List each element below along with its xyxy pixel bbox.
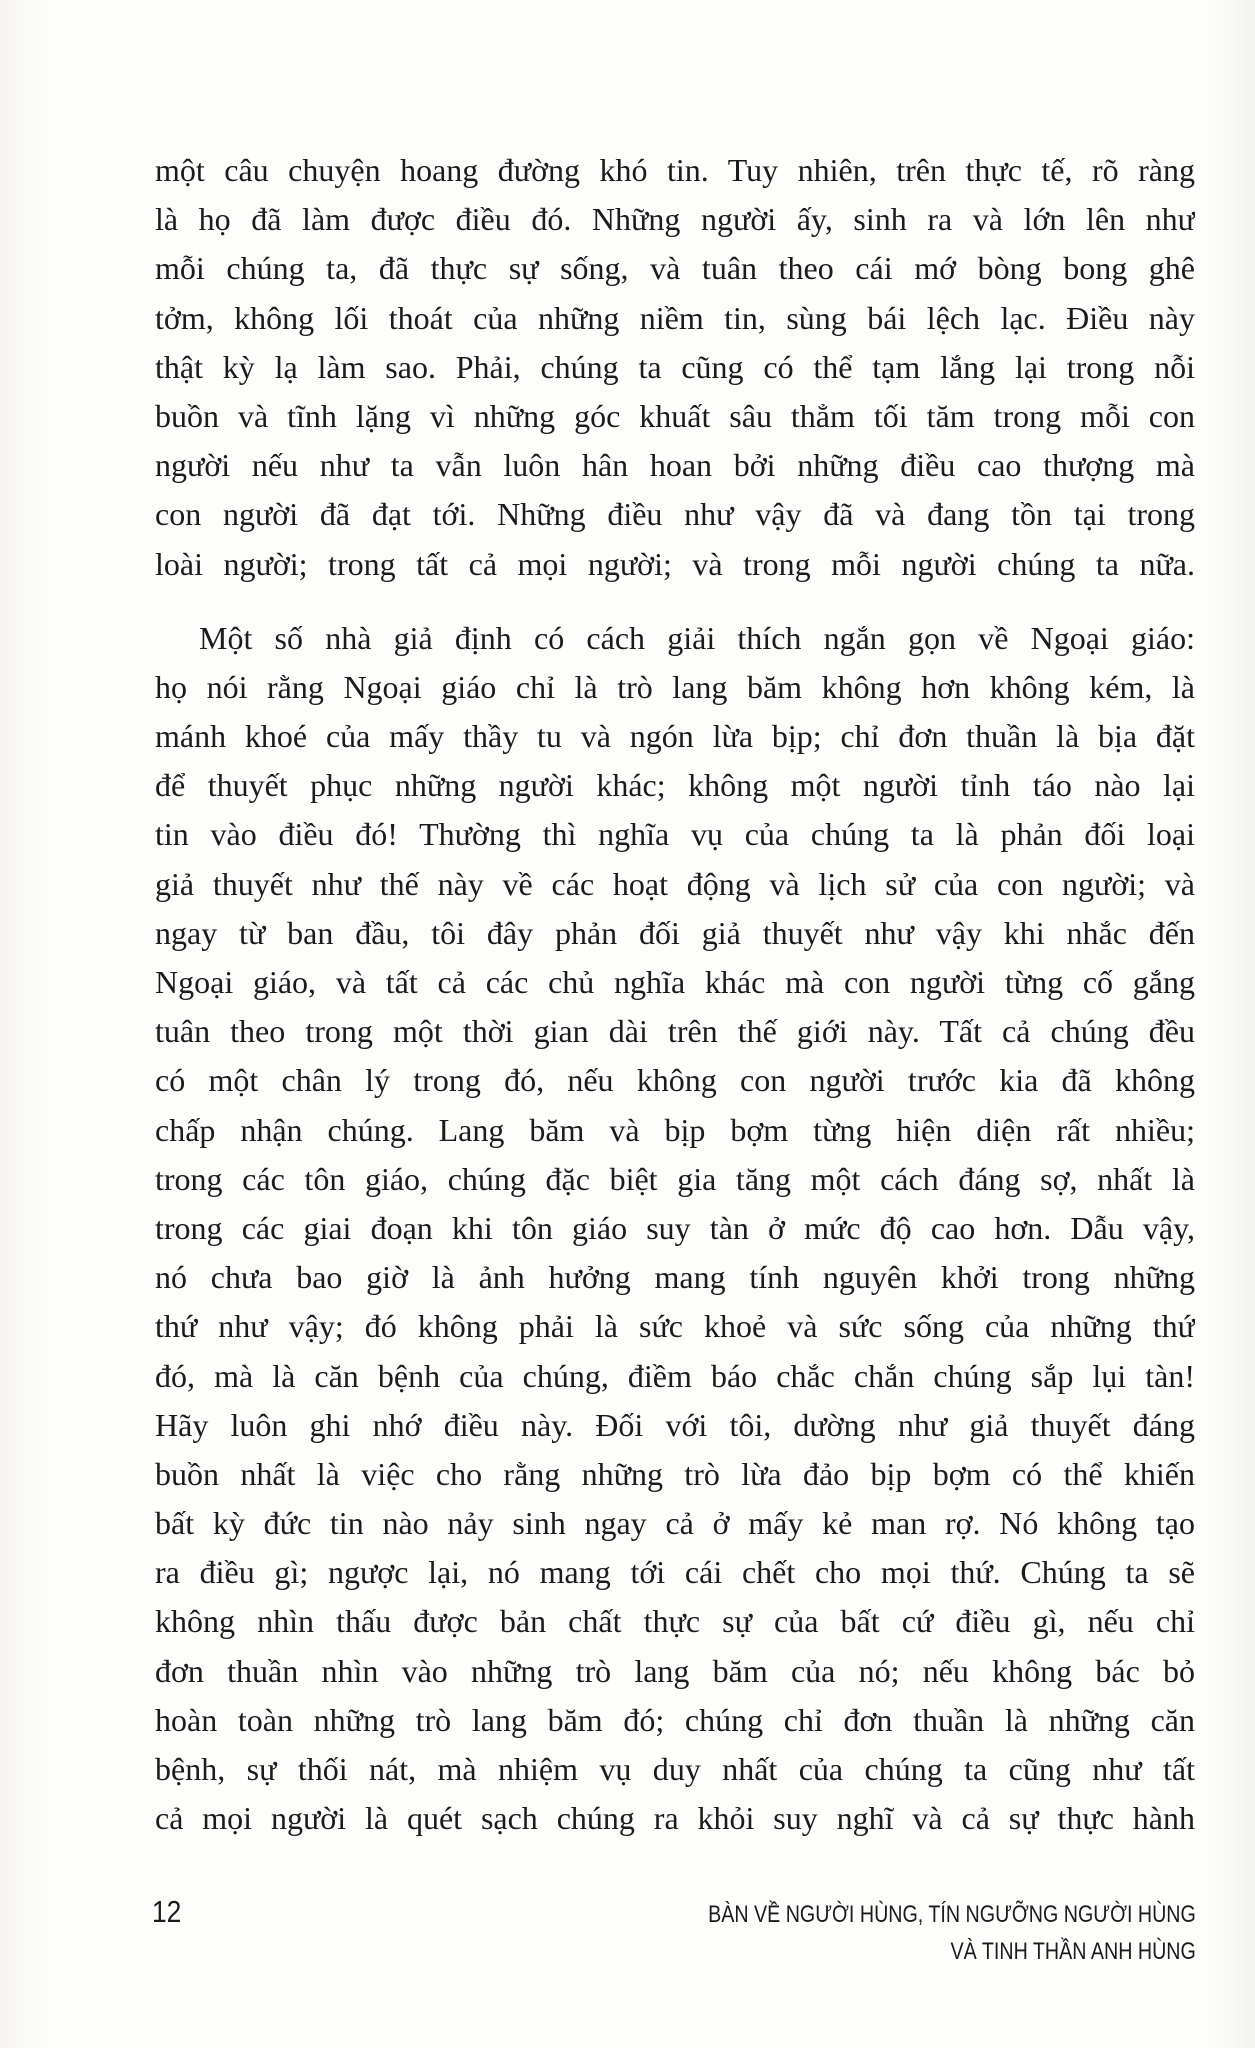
text-line: là họ đã làm được điều đó. Những người ấy, sinh ra và lớn lên như — [155, 201, 1195, 238]
text-line: buồn và tĩnh lặng vì những góc khuất sâu thẳm tối tăm trong mỗi con — [155, 397, 1195, 434]
text-line: tởm, không lối thoát của những niềm tin, sùng bái lệch lạc. Điều này — [155, 299, 1195, 336]
text-line: mánh khoé của mấy thầy tu và ngón lừa bịp; chỉ đơn thuần là bịa đặt — [155, 718, 1195, 755]
text-line: buồn nhất là việc cho rằng những trò lừa đảo bịp bợm có thể khiến — [155, 1455, 1195, 1492]
text-line: trong các tôn giáo, chúng đặc biệt gia tăng một cách đáng sợ, nhất là — [155, 1160, 1195, 1197]
text-line: cả mọi người là quét sạch chúng ra khỏi suy nghĩ và cả sự thực hành — [155, 1800, 1195, 1837]
text-line: thứ như vậy; đó không phải là sức khoẻ và sức sống của những thứ — [155, 1308, 1195, 1345]
text-line: trong các giai đoạn khi tôn giáo suy tàn ở mức độ cao hơn. Dẫu vậy, — [155, 1209, 1195, 1246]
text-line: để thuyết phục những người khác; không một người tỉnh táo nào lại — [155, 767, 1195, 804]
text-line: bất kỳ đức tin nào nảy sinh ngay cả ở mấy kẻ man rợ. Nó không tạo — [155, 1505, 1195, 1542]
running-title-line: VÀ TINH THẦN ANH HÙNG — [950, 1938, 1196, 1965]
page-number: 12 — [152, 1894, 182, 1929]
text-line: chấp nhận chúng. Lang băm và bịp bợm từng hiện diện rất nhiều; — [155, 1111, 1195, 1148]
text-line: con người đã đạt tới. Những điều như vậy đã và đang tồn tại trong — [155, 496, 1195, 533]
paragraph — [155, 146, 1195, 589]
text-line: bệnh, sự thối nát, mà nhiệm vụ duy nhất của chúng ta cũng như tất — [155, 1751, 1195, 1787]
text-line: ngay từ ban đầu, tôi đây phản đối giả thuyết như vậy khi nhắc đến — [155, 914, 1195, 951]
text-line: loài người; trong tất cả mọi người; và trong mỗi người chúng ta nữa. — [155, 545, 1195, 582]
text-line: thật kỳ lạ làm sao. Phải, chúng ta cũng có thể tạm lắng lại trong nỗi — [155, 348, 1195, 385]
text-line: đơn thuần nhìn vào những trò lang băm của nó; nếu không bác bỏ — [155, 1652, 1195, 1689]
text-line: người nếu như ta vẫn luôn hân hoan bởi những điều cao thượng mà — [155, 447, 1195, 484]
text-line: đó, mà là căn bệnh của chúng, điềm báo chắc chắn chúng sắp lụi tàn! — [155, 1357, 1195, 1394]
text-line: không nhìn thấu được bản chất thực sự của bất cứ điều gì, nếu chỉ — [155, 1603, 1195, 1640]
text-line: Ngoại giáo, và tất cả các chủ nghĩa khác mà con người từng cố gắng — [155, 964, 1195, 1000]
text-line: Hãy luôn ghi nhớ điều này. Đối với tôi, dường như giả thuyết đáng — [155, 1406, 1195, 1443]
body-text — [155, 146, 1195, 1843]
text-line: Một số nhà giả định có cách giải thích ngắn gọn về Ngoại giáo: — [199, 619, 1195, 656]
text-line: hoàn toàn những trò lang băm đó; chúng chỉ đơn thuần là những căn — [155, 1701, 1195, 1738]
text-line: một câu chuyện hoang đường khó tin. Tuy nhiên, trên thực tế, rõ ràng — [155, 152, 1195, 188]
text-line: tin vào điều đó! Thường thì nghĩa vụ của chúng ta là phản đối loại — [155, 816, 1195, 853]
text-line: có một chân lý trong đó, nếu không con người trước kia đã không — [155, 1062, 1195, 1099]
running-title — [708, 1896, 1196, 1970]
text-line: tuân theo trong một thời gian dài trên thế giới này. Tất cả chúng đều — [155, 1013, 1195, 1050]
text-line: ra điều gì; ngược lại, nó mang tới cái chết cho mọi thứ. Chúng ta sẽ — [155, 1554, 1195, 1591]
text-line: mỗi chúng ta, đã thực sự sống, và tuân theo cái mớ bòng bong ghê — [155, 250, 1195, 287]
paragraph — [155, 614, 1195, 1844]
text-line: họ nói rằng Ngoại giáo chỉ là trò lang băm không hơn không kém, là — [155, 668, 1195, 705]
text-line: nó chưa bao giờ là ảnh hưởng mang tính nguyên khởi trong những — [155, 1259, 1195, 1296]
text-line: giả thuyết như thế này về các hoạt động và lịch sử của con người; và — [155, 865, 1195, 902]
running-title-line: BÀN VỀ NGƯỜI HÙNG, TÍN NGƯỠNG NGƯỜI HÙNG — [708, 1901, 1196, 1928]
